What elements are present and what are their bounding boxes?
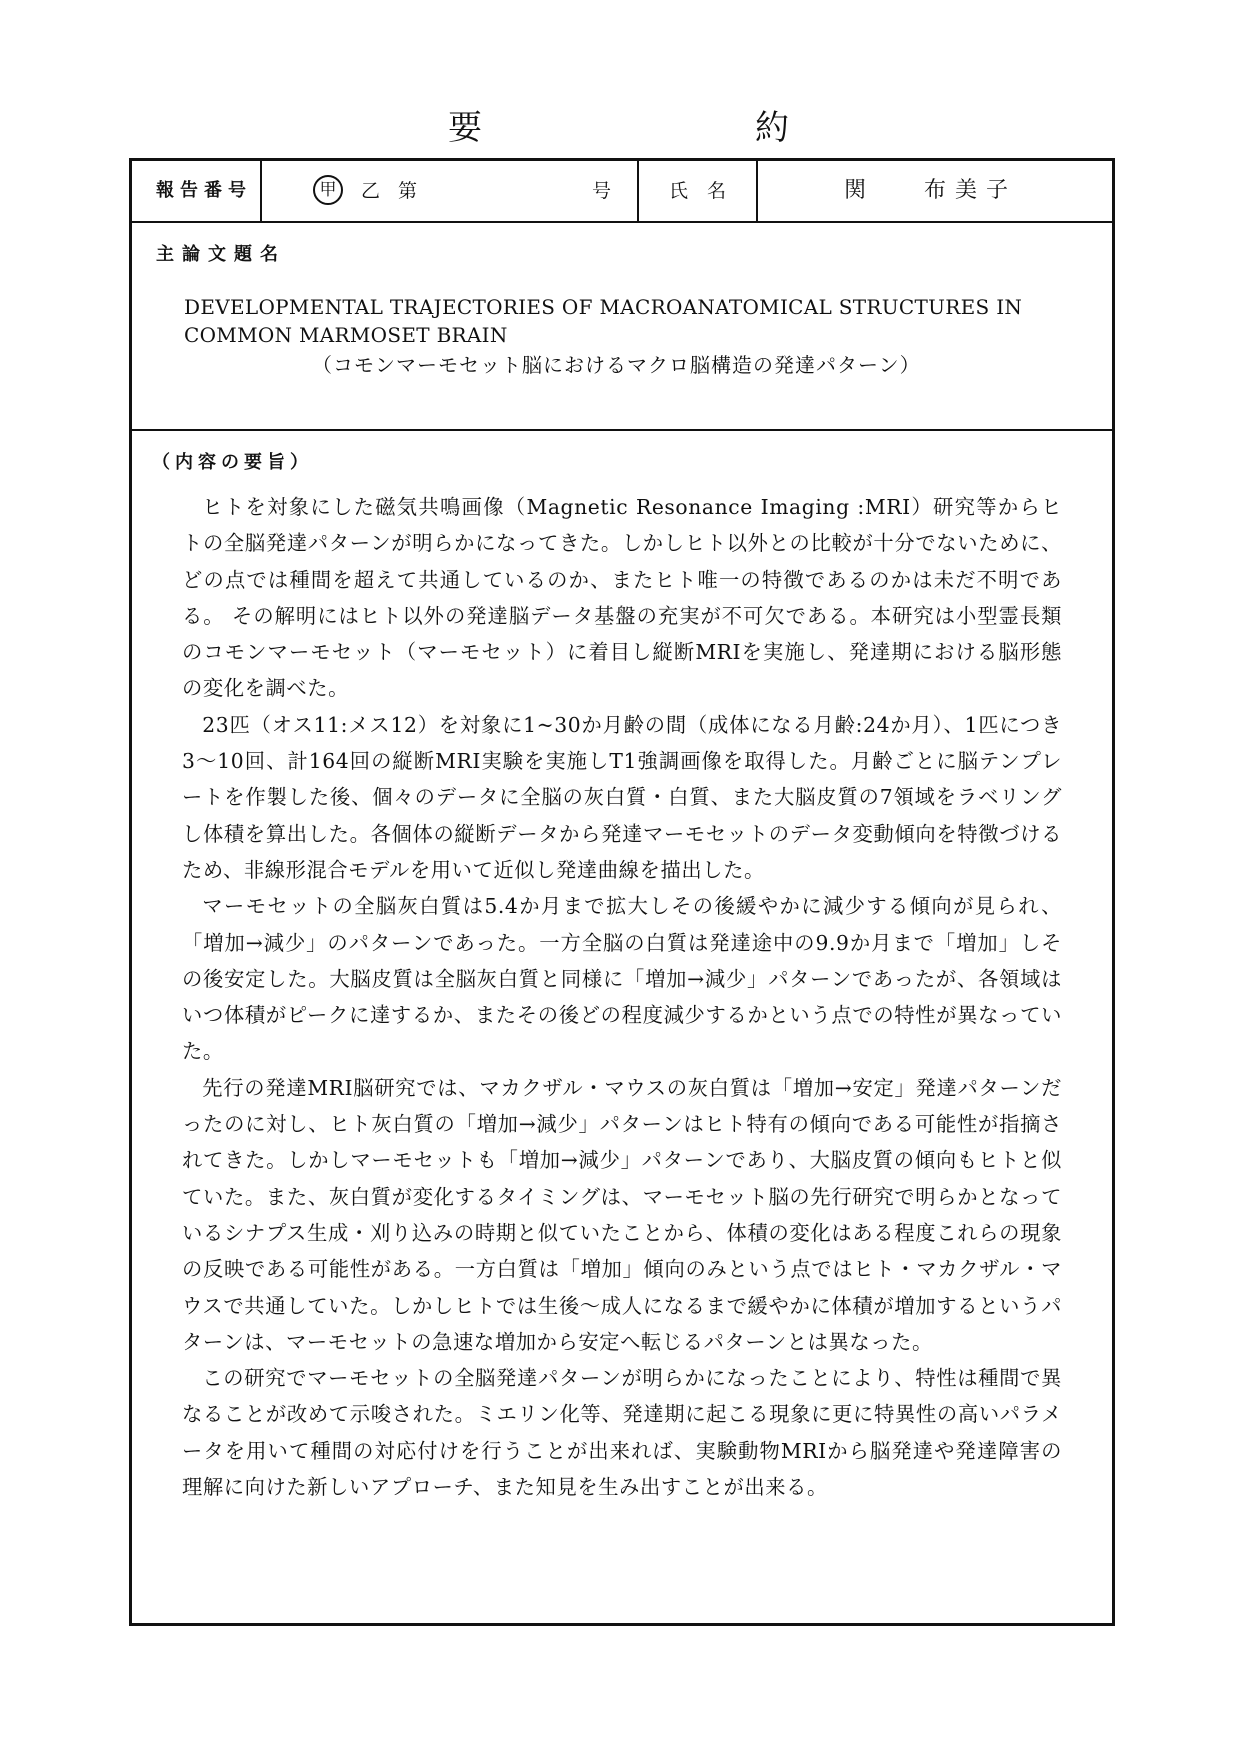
abstract-body: [182, 489, 1062, 1505]
abstract-form: [129, 158, 1115, 1626]
page-title: [0, 103, 1241, 153]
name-given: 布美子: [924, 178, 1018, 203]
thesis-title-section: [132, 223, 1112, 431]
abstract-paragraph: この研究でマーモセットの全脳発達パターンが明らかになったことにより、特性は種間で異なることが改めて示唆された。ミエリン化等、発達期に起こる現象に更に特異性の高いパラメータを用いて種間の対応付けを行うことが出来れば、実験動物MRIから脳発達や発達障害の理解に向けた新しいアプローチ、また知見を生み出すことが出来る。: [182, 1366, 1062, 1500]
thesis-title-jp: （コモンマーモセット脳におけるマクロ脳構造の発達パターン）: [312, 353, 921, 377]
otsu-label: 乙: [361, 180, 381, 202]
abstract-paragraph: 23匹（オス11:メス12）を対象に1~30か月齢の間（成体になる月齢:24か月）、1匹につき3～10回、計164回の縦断MRI実験を実施しT1強調画像を取得した。月齢ごとに脳テンプレートを作製した後、個々のデータに全脳の灰白質・白質、また大脳皮質の7領域をラベリングし体積を算出した。各個体の縦断データから発達マーモセットのデータ変動傾向を特徴づけるため、非線形混合モデルを用いて近似し発達曲線を描出した。: [182, 712, 1062, 882]
thesis-title-en-line2: COMMON MARMOSET BRAIN: [184, 323, 508, 347]
abstract-paragraph: ヒトを対象にした磁気共鳴画像（Magnetic Resonance Imaging :MRI）研究等からヒトの全脳発達パターンが明らかになってきた。しかしヒト以外との比較が十分でないために、どの点では種間を超えて共通しているのか、またヒト唯一の特徴であるのかは未だ不明である。 その解明にはヒト以外の発達脳データ基盤の充実が不可欠である。本研究は小型霊長類のコモンマーモセット（マーモセット）に着目し縦断MRIを実施し、発達期における脳形態の変化を調べた。: [182, 495, 1062, 701]
abstract-paragraph: 先行の発達MRI脳研究では、マカクザル・マウスの灰白質は「増加→安定」発達パターンだったのに対し、ヒト灰白質の「増加→減少」パターンはヒト特有の傾向である可能性が指摘されてきた。しかしマーモセットも「増加→減少」パターンであり、大脳皮質の傾向もヒトと似ていた。また、灰白質が変化するタイミングは、マーモセット脳の先行研究で明らかとなっているシナプス生成・刈り込みの時期と似ていたことから、体積の変化はある程度これらの現象の反映である可能性がある。一方白質は「増加」傾向のみという点ではヒト・マカクザル・マウスで共通していた。しかしヒトでは生後～成人になるまで緩やかに体積が増加するというパターンは、マーモセットの急速な増加から安定へ転じるパターンとは異なった。: [182, 1075, 1062, 1354]
name-label-mei: 名: [707, 180, 727, 202]
info-row: [132, 161, 1112, 223]
abstract-paragraph: マーモセットの全脳灰白質は5.4か月まで拡大しその後緩やかに減少する傾向が見られ、「増加→減少」のパターンであった。一方全脳の白質は発達途中の9.9か月まで「増加」しその後安定した。大脳皮質は全脳灰白質と同様に「増加→減少」パターンであったが、各領域はいつ体積がピークに達するか、またその後どの程度減少するかという点での特性が異なっていた。: [182, 894, 1062, 1064]
thesis-title-en: [184, 293, 1022, 349]
content-label: （内容の要旨）: [152, 452, 313, 473]
thesis-title-en-line1: DEVELOPMENTAL TRAJECTORIES OF MACROANATOMICAL STRUCTURES IN: [184, 295, 1023, 319]
gou-label: 号: [592, 180, 612, 202]
thesis-title-label: 主論文題名: [156, 244, 286, 265]
title-char-right: 約: [755, 108, 789, 148]
name-label-shi: 氏: [669, 180, 689, 202]
dai-label: 第: [398, 180, 418, 202]
report-number-label: 報告番号: [156, 180, 252, 201]
kou-circled: 甲: [313, 175, 343, 205]
title-char-left: 要: [448, 108, 482, 148]
name-family: 関: [844, 178, 867, 203]
